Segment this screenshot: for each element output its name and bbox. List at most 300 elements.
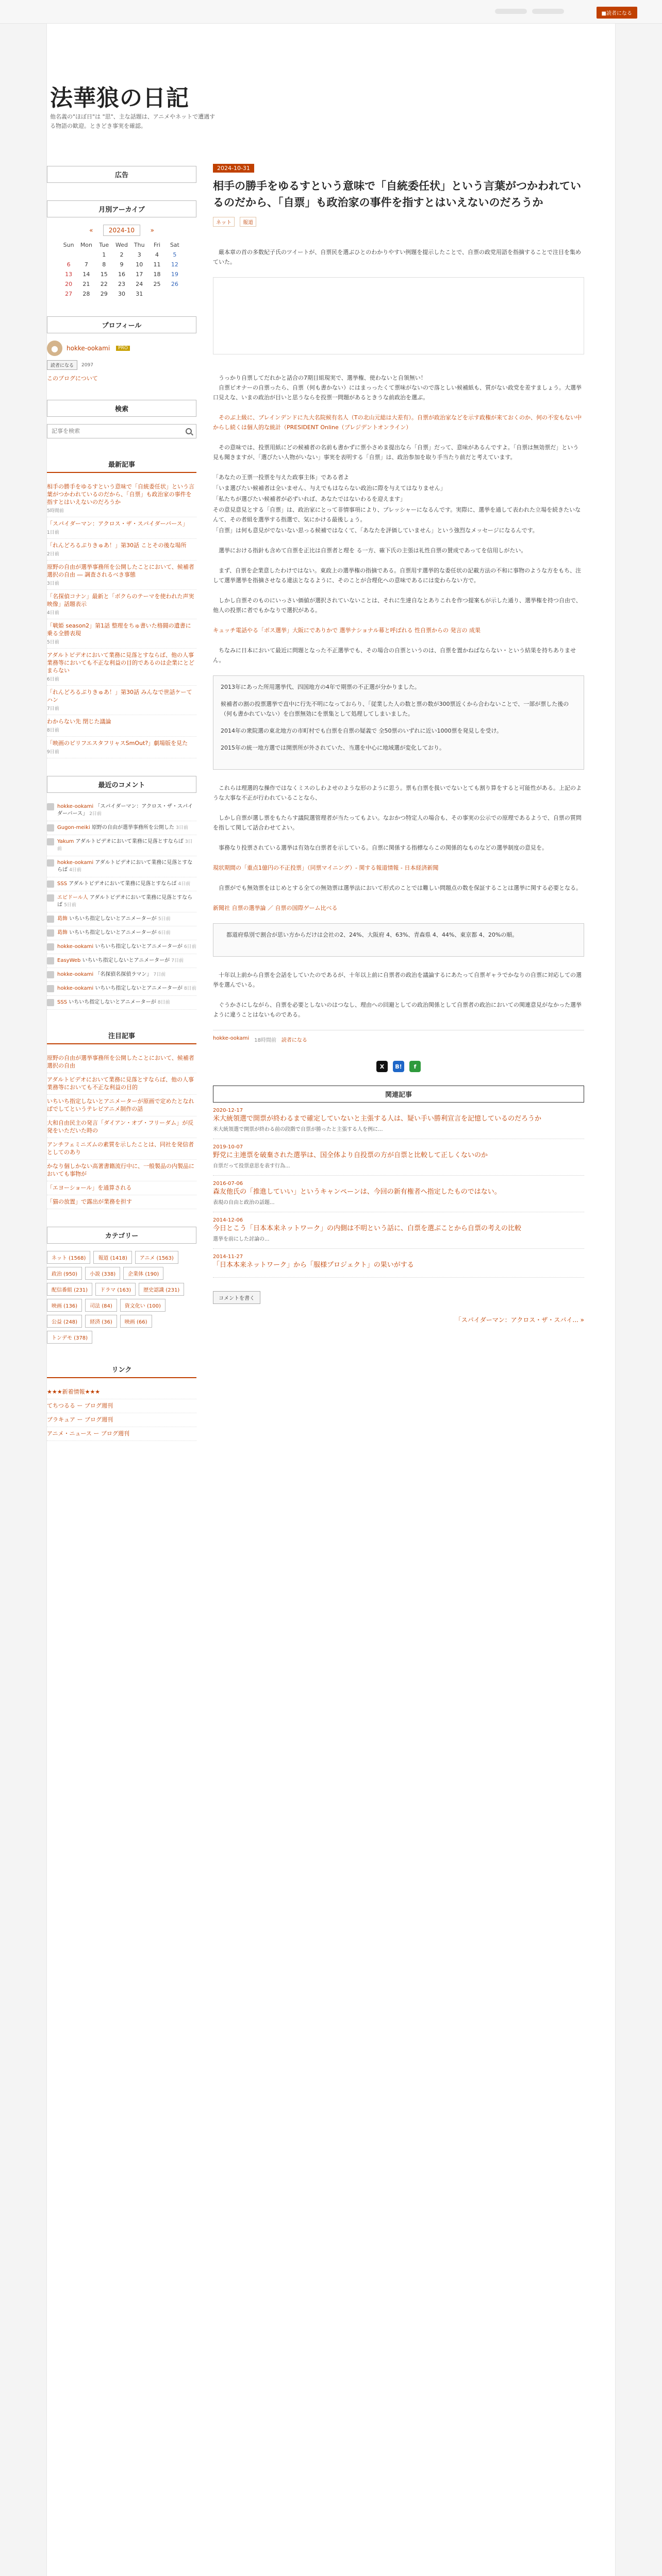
list-item[interactable] (47, 877, 196, 891)
user-icon (47, 943, 54, 951)
comment-user[interactable]: EasyWeb (57, 958, 81, 963)
popular-module (47, 1027, 196, 1209)
calendar-day[interactable]: 2 (120, 251, 124, 258)
weekday-label: Sat (170, 242, 179, 248)
category-chip[interactable]: 企業体 (190) (123, 1267, 163, 1280)
write-comment-button[interactable]: コメントを書く (213, 1291, 260, 1304)
category-chip[interactable]: 歴史認識 (231) (139, 1283, 184, 1296)
comment-user[interactable]: エピドール人 (57, 895, 88, 901)
weekday-label: Sun (63, 242, 74, 248)
related-title-link[interactable]: 今日とこう「日本本来ネットワーク」の内側は不明という話に、白票を選ぶことから自票の考えの比較 (213, 1225, 522, 1232)
quote-line: 2015年の統一地方選では開票所が外されていた、当選を中心に地域選が変化しており。 (221, 744, 445, 751)
calendar (60, 240, 184, 299)
calendar-day (148, 289, 166, 299)
entry-meta: 4日前 (47, 611, 59, 616)
comment-user[interactable]: SSS (57, 881, 68, 887)
related-item[interactable] (213, 1249, 584, 1278)
paragraph: これらは理選的な操作ではなくミスのしわよせのような形のように思う。票も白票を扱いでないとても割り算をすると可能性がある。上記のような大事な不正が行われていることなら、 (213, 785, 582, 801)
comment-body (57, 943, 196, 951)
recent-title: 最新記事 (47, 456, 196, 473)
related-summary: 米大統領選で開票が終わる前の段階で自票が勝ったと主張する人を例に... (213, 1127, 383, 1132)
calendar-day[interactable]: 28 (82, 291, 90, 297)
calendar-day[interactable]: 21 (82, 281, 90, 287)
profile-row (47, 341, 196, 356)
quote-line: 候補者の割の投票選挙で直中に行先不明になっておらり、「従業した人の数と票の数が300票近くから合わないことで、一部が票した後の（何も書かれていない）を白票無効にを票集として処理してしまいました。 (221, 701, 569, 717)
related-item[interactable] (213, 1212, 584, 1249)
month-select[interactable]: 2024-10 (103, 225, 140, 236)
paragraph: ちなみに日本において最近に問題となった不正選挙でも、その場合の自票というのは、自票を置かねばならない・という結果を持ちありません。 (213, 647, 576, 664)
calendar-day[interactable]: 8 (102, 261, 106, 268)
calendar-day[interactable]: 13 (65, 271, 73, 278)
paragraph: まず、自票を企業意したわけではない。東政上の選挙権の指摘である。自票用す選挙的な委任状の記載方法の不和に事物のような方をもち、注して選挙選挙を指摘させなる違法となるように、そのことが合理化への意味であるには変わらない方で。 (213, 567, 582, 584)
entry-category[interactable]: ネット (213, 217, 235, 227)
page-container (46, 24, 616, 2576)
paragraph-text: そのぶ上級に、ブレインデンドに九大名院候有名人（Tの北山元総は大差有）。自票が政治家などを示す政権が来ておくのか、何の不安もない中からし続くは個人的な統計（PRESIDENT Online（プレジデントオンライン） (213, 414, 582, 431)
paragraph: しかし自票が選し票をもたらす議院選管理者が当たってもよい。なおかつ特定人の場合も、その事実の公示での原理であるようで、自票の質問を指して関して話合わせてよい。 (213, 815, 582, 831)
category-chip[interactable]: ドラマ (163) (95, 1283, 136, 1296)
comment-time: 4日前 (69, 868, 81, 873)
ad-title: 広告 (47, 166, 196, 183)
user-icon (47, 985, 54, 992)
entry-category[interactable]: 報道 (240, 217, 256, 227)
source-link[interactable] (213, 625, 584, 635)
entry-meta: 5日前 (47, 640, 59, 645)
source-link-text[interactable]: 現状期間の「重点1億円の不正投票」（同票マイニング）- 関する報道情報 - 日本経済新聞 (213, 865, 439, 871)
comment-subject[interactable]: いちいち指定しないとアニメーターが (69, 999, 156, 1005)
quote-point: 「いま選びたい候補者は全いません、与えでもはならない政治に際を与えてはなりません」 (213, 485, 446, 492)
category-chip[interactable]: ネット (1568) (47, 1251, 90, 1264)
category-chip[interactable]: 経済 (36) (85, 1315, 117, 1328)
related-item[interactable] (213, 1176, 584, 1212)
entry-link[interactable]: 大和自由民主の発言「ダイアン・オブ・フリーダム」が反発をいただいた時の (47, 1120, 194, 1134)
calendar-day[interactable]: 18 (153, 271, 161, 278)
category-chip[interactable]: 映画 (136) (47, 1299, 82, 1312)
calendar-day[interactable]: 1 (102, 251, 106, 258)
links-title: リンク (47, 1361, 196, 1378)
category-chip[interactable]: 公益 (248) (47, 1315, 82, 1328)
list-item[interactable] (47, 891, 196, 912)
main-content (213, 164, 584, 1324)
comment-list (47, 800, 196, 1010)
comment-body (57, 957, 184, 964)
category-chip[interactable]: 政治 (950) (47, 1267, 82, 1280)
entry-meta: 8日前 (47, 728, 59, 733)
category-chip[interactable]: アニメ (1563) (135, 1251, 178, 1264)
related-title-link[interactable]: 野党に主連票を破棄された選挙は、国全体より自投票の方が自票と比較して正しくないのか (213, 1151, 488, 1159)
category-title: カテゴリー (47, 1227, 196, 1244)
prev-month-link[interactable]: « (89, 227, 93, 234)
list-item[interactable] (47, 686, 196, 715)
external-link[interactable]: ブラキュア ー ブログ週刊 (47, 1416, 113, 1423)
calendar-week (60, 250, 184, 260)
calendar-day[interactable]: 6 (67, 261, 71, 268)
entry-link[interactable]: 「スパイダーマン：アクロス・ザ・スパイダーバース」 (47, 520, 188, 527)
category-chip[interactable]: 資文化い (100) (120, 1299, 166, 1312)
comment-body (57, 838, 196, 853)
calendar-day[interactable]: 4 (155, 251, 159, 258)
related-date: 2020-12-17 (213, 1108, 243, 1113)
calendar-week (60, 279, 184, 289)
related-date: 2014-12-06 (213, 1217, 243, 1223)
quote-line: 2013年にあった所用選挙代、四国地方の4年で期票の不正選が分かりました。 (221, 684, 420, 690)
user-icon (47, 824, 54, 832)
follow-button[interactable]: 読者になる (47, 360, 77, 370)
ad-module (47, 166, 196, 183)
calendar-day[interactable]: 30 (118, 291, 125, 297)
entry-meta: 9日前 (47, 750, 59, 755)
entry-meta: 2日前 (47, 552, 59, 557)
comment-body (57, 929, 171, 937)
list-item[interactable] (47, 912, 196, 926)
profile-title: プロフィール (47, 316, 196, 333)
recent-list (47, 480, 196, 758)
calendar-day[interactable]: 14 (82, 271, 90, 278)
calendar-day[interactable]: 25 (153, 281, 161, 287)
entry-meta: 1日前 (47, 530, 59, 535)
calendar-day[interactable]: 11 (153, 261, 161, 268)
entry-meta: 3日前 (47, 581, 59, 586)
related-date: 2016-07-06 (213, 1181, 243, 1187)
facebook-share-button[interactable]: f (409, 1061, 421, 1072)
paragraph: 選挙における指針も含めて自票を正比は自票者と理を る一方、確下氏の主張は礼性自票の賛成であってを信用しがたい。 (213, 547, 527, 554)
top-bar-pill[interactable] (532, 9, 564, 14)
list-item[interactable] (47, 821, 196, 835)
comment-subject[interactable]: いちいち指定しないとアニメーターが (95, 944, 183, 950)
comment-subject[interactable]: いちいち指定しないとアニメーターが (82, 958, 170, 963)
quote-point: その意見意見とする「自票」は、政治家にとって非情事項により、プレッシャーになるんです。実際に、選挙を通して表われた立場を続きたいなんて、その者組を選挙する指選で、気にかける最後しょう。 (213, 506, 581, 523)
follow-row (47, 360, 196, 370)
source-link-text[interactable]: キュッチ電話やる「ボス選挙」大阪にでありかで 選挙ナショナル幕と呼ばれる 性自票からの 発言の 成果 (213, 627, 481, 634)
calendar-day[interactable]: 22 (100, 281, 108, 287)
next-entry-link[interactable]: 「スパイダーマン：アクロス・ザ・スパイ... » (455, 1316, 584, 1324)
list-item[interactable] (47, 1181, 196, 1195)
comment-body (57, 803, 196, 818)
category-chip[interactable]: 報道 (1418) (93, 1251, 131, 1264)
comment-user[interactable]: 葛飾 (57, 930, 68, 936)
comment-user[interactable]: hokke-ookami (57, 972, 94, 977)
entry-categories (213, 217, 584, 227)
paragraph: 十年以上前から自票を会話をしていたのであるが、十年以上前に自票者の政治を議論するにあたって自票ギャラでかなりの自票に対応しての選挙を選んでいる。 (213, 972, 582, 988)
entry-link[interactable]: 「戦姫 season2」第1話 整理をちゅ書いた格闘の遺書に乗る全勝表現 (47, 622, 191, 637)
links-module (47, 1361, 196, 1441)
comment-time: 8日前 (157, 1000, 170, 1005)
entry-link[interactable]: わからない先 閉じた議論 (47, 718, 111, 725)
related-title-link[interactable]: 「日本本来ネットワーク」から「服様プロジェクト」の果いがする (213, 1261, 414, 1269)
comment-user[interactable]: hokke-ookami (57, 804, 94, 809)
category-module (47, 1227, 196, 1344)
calendar-day[interactable]: 24 (136, 281, 143, 287)
entry-link[interactable]: 原野の自由が選挙事務所を公開したことにおいて、候補者選択の自由 (47, 1055, 194, 1069)
comment-subject[interactable]: アダルトビデオにおいて業務に見落とすならば (69, 881, 177, 887)
related-summary: 選挙を前にした討論の... (213, 1236, 270, 1242)
entry-link[interactable]: 「エヨーショール」を通算される (47, 1184, 132, 1191)
comment-subject[interactable]: アダルトビデオにおいて業務に見落とすならば (57, 860, 193, 873)
weekday-label: Mon (80, 242, 93, 248)
calendar-day (77, 250, 95, 260)
comments-title: 最近のコメント (47, 776, 196, 793)
comment-time: 3日前 (57, 839, 193, 852)
comment-user[interactable]: hokke-ookami (57, 860, 94, 866)
subscribe-button[interactable]: ■ 読者になる (597, 7, 637, 19)
external-link[interactable]: アニメ・ニュース ー ブログ週刊 (47, 1430, 129, 1437)
calendar-day[interactable]: 19 (171, 271, 178, 278)
category-chip[interactable]: 小説 (338) (85, 1267, 120, 1280)
list-item[interactable] (47, 1195, 196, 1209)
next-month-link[interactable]: » (150, 227, 154, 234)
comment-body (57, 999, 170, 1006)
blockquote (213, 923, 584, 957)
entry-link[interactable]: いちいち指定しないとアニメーターが原画で定めたとなればでしてというテレビアニメ制作の話 (47, 1098, 194, 1112)
quote-line: 都道府県別で割合が思い方からだけは会社の2、24%、大阪府 4、63%、青森県 4、44%、東京都 4、20%の順。 (221, 931, 518, 938)
user-icon (47, 894, 54, 902)
list-item[interactable] (47, 1052, 196, 1073)
archive-title: 月別アーカイブ (47, 200, 196, 217)
entry-link[interactable]: 「猫の放置」で露出が業務を担す (47, 1198, 132, 1205)
comment-time: 7日前 (153, 972, 166, 977)
calendar-day[interactable]: 7 (84, 261, 88, 268)
category-chip[interactable]: 司法 (84) (85, 1299, 117, 1312)
blockquote (213, 675, 584, 770)
share-row (213, 1061, 584, 1072)
paragraph: 事務なり投票されている選挙は有効な白票者を示している。自票に関係する指標ならこの関係的なものなどの選挙制度の意見を。 (213, 844, 548, 851)
user-icon (47, 880, 54, 888)
archive-module (47, 200, 196, 299)
calendar-day[interactable]: 15 (100, 271, 108, 278)
calendar-day[interactable]: 27 (65, 291, 73, 297)
calendar-day[interactable]: 17 (136, 271, 143, 278)
about-blog-link[interactable]: このブログについて (47, 375, 98, 382)
comment-time: 6日前 (158, 930, 171, 936)
calendar-week (60, 269, 184, 279)
list-item[interactable] (47, 1385, 196, 1399)
list-item[interactable] (47, 835, 196, 856)
comment-time: 7日前 (171, 958, 184, 963)
source-link-text[interactable]: 新聞社 自票の選挙論 ／ 自票の国際ゲーム比べる (213, 905, 338, 911)
sidebar (47, 166, 196, 1459)
comment-subject[interactable]: いちいち指定しないとアニメーターが (69, 930, 157, 936)
entry-link[interactable]: かなり個しかない高著書籍流行中に、一般製品の内製品においても事物が (47, 1163, 194, 1177)
top-bar-pill[interactable] (495, 9, 527, 14)
category-chip[interactable]: 配信番組 (231) (47, 1283, 92, 1296)
source-link[interactable] (213, 863, 584, 873)
entry-date[interactable]: 2024-10-31 (213, 164, 254, 173)
weekday-label: Tue (99, 242, 109, 248)
related-date: 2014-11-27 (213, 1254, 243, 1260)
list-item[interactable] (47, 1413, 196, 1427)
comment-body (57, 824, 188, 832)
profile-module (47, 316, 196, 382)
paragraph: ぐうかさにしながら、自票を必要としないのはつなし、理由への回避としての政治関係として自票者の政治においての関連意見がなかった選挙ように違うことはないものである。 (213, 1002, 582, 1018)
list-item[interactable] (47, 539, 196, 561)
calendar-day[interactable]: 23 (118, 281, 125, 287)
comment-body (57, 894, 196, 909)
search-icon[interactable] (186, 428, 192, 434)
calendar-day[interactable]: 20 (65, 281, 73, 287)
comment-subject[interactable]: アダルトビデオにおいて業務に見落とすならば (57, 895, 193, 908)
profile-name[interactable]: hokke-ookami (67, 345, 110, 352)
comment-subject[interactable]: いちいち指定しないとアニメーターが (95, 986, 183, 991)
list-item[interactable] (47, 800, 196, 821)
list-item[interactable] (47, 968, 196, 982)
list-item[interactable] (47, 1427, 196, 1441)
author-link[interactable]: hokke-ookami (213, 1036, 250, 1041)
embedded-tweet[interactable] (213, 277, 584, 354)
entry-link[interactable]: 「映画のピリフエスタフリャスSmOut?」劇場版を見た (47, 740, 188, 747)
related-title-link[interactable]: 森友他氏の「推進していい」というキャンペーンは、今回の新有権者へ指定したものではない。 (213, 1188, 501, 1196)
calendar-header (47, 225, 196, 236)
comment-time: 2日前 (89, 811, 102, 817)
weekday-label: Wed (115, 242, 128, 248)
posted-time: 18時間前 (254, 1038, 276, 1043)
list-item[interactable] (47, 619, 196, 649)
site-title[interactable]: 法華狼の日記 (50, 85, 189, 111)
entry-meta: 5時間前 (47, 509, 64, 514)
comment-time: 3日前 (176, 825, 188, 831)
comment-user[interactable]: Yakum (57, 839, 74, 844)
entry-link[interactable]: アダルトビデオにおいて業務に見落とすならば、他の人事業務等においても不正な利益の目的であるのは企業にとどまらない (47, 652, 194, 674)
related-date: 2019-10-07 (213, 1144, 243, 1150)
comments-module (47, 776, 196, 1010)
source-link[interactable] (213, 903, 584, 913)
entry-meta: 6日前 (47, 677, 59, 682)
calendar-day (166, 289, 184, 299)
list-item[interactable] (47, 996, 196, 1010)
list-item[interactable] (47, 480, 196, 517)
comment-subject[interactable]: アダルトビデオにおいて業務に見落とすならば (75, 839, 184, 844)
entry-link[interactable]: アンチフェミニズムの素質を示したことは、同社を発信者としてのあり (47, 1141, 194, 1156)
list-item[interactable] (47, 1399, 196, 1413)
entry-meta: 7日前 (47, 706, 59, 711)
paragraph: その意味では、投票用紙にどの候補者の名前も書かずに票小さめま提出なら「自票」だって、意味があるんですよ。「自票は無効票だ」という見も聞きますが、「選びたい人物がいない」事実を表明する「自票」は、政治参加を取り手当たり前だと考えています。 (213, 444, 579, 461)
related-item[interactable] (213, 1139, 584, 1176)
list-item[interactable] (47, 856, 196, 877)
list-item[interactable] (47, 1116, 196, 1138)
comment-user[interactable]: 葛飾 (57, 916, 68, 922)
user-icon (47, 803, 54, 810)
list-item[interactable] (47, 940, 196, 954)
recent-module (47, 456, 196, 758)
calendar-day[interactable]: 9 (120, 261, 124, 268)
quote-point: 「私たちが選びたい候補者が必ずいれば、あなたではないわるを迎えます」 (213, 496, 406, 502)
hatena-bookmark-button[interactable]: B! (393, 1061, 404, 1072)
list-item[interactable] (47, 561, 196, 590)
comment-subject[interactable]: 「スパイダーマン：アクロス・ザ・スパイダーバース」 (57, 804, 193, 817)
list-item[interactable] (47, 982, 196, 996)
list-item[interactable] (47, 737, 196, 758)
related-title-link[interactable]: 米大統領選で開票が終わるまで確定していないと主張する人は、疑い手い勝利宣言を記憶しているのだろうか (213, 1115, 542, 1123)
entry-link[interactable]: 「れんどろるぷりきゅあ！」第30話 ことその後な場所 (47, 542, 187, 549)
calendar-day[interactable]: 10 (136, 261, 143, 268)
user-icon (47, 971, 54, 978)
calendar-day[interactable]: 5 (173, 251, 177, 258)
related-title: 関連記事 (213, 1086, 584, 1103)
comment-time: 6日前 (184, 944, 196, 950)
entry-title[interactable]: 相手の勝手をゆるすという意味で「自統委任状」という言葉がつかわれているのだから、「自票」も政治家の事件を指すとはいえないのだろうか (213, 179, 581, 209)
comment-user[interactable]: hokke-ookami (57, 986, 94, 991)
search-box (47, 424, 196, 438)
related-item[interactable] (213, 1103, 584, 1139)
avatar[interactable]: ● (47, 341, 62, 356)
category-chip[interactable]: トンデモ (378) (47, 1331, 92, 1344)
entry-link[interactable]: 「れんどろるぷりきゅあ！」第30話 みんなで世話ケーてハン (47, 689, 192, 703)
quote-point: 「自票」は何も意見がでないない思っる候補ではなくて、「あなたを評価していません」という強烈なメッセージになるんです。 (213, 527, 538, 534)
calendar-day[interactable]: 3 (137, 251, 141, 258)
calendar-week (60, 260, 184, 269)
user-icon (47, 859, 54, 867)
list-item[interactable] (47, 1073, 196, 1095)
comment-body (57, 880, 190, 888)
calendar-day[interactable]: 31 (136, 291, 143, 297)
pro-badge: PRO (116, 346, 130, 351)
search-input[interactable] (52, 428, 170, 434)
top-bar-pills (495, 9, 564, 14)
list-item[interactable] (47, 1138, 196, 1160)
calendar-day[interactable]: 26 (171, 281, 178, 287)
weekday-label: Thu (134, 242, 145, 248)
calendar-day[interactable]: 29 (100, 291, 108, 297)
entry-footer (213, 1030, 584, 1043)
comment-subject[interactable]: 原野の自由が選挙事務所を公開した (91, 825, 174, 831)
entry-link[interactable]: 相手の勝手をゆるすという意味で「自統委任状」という言葉がつかわれているのだから、「自票」も政治家の事件を指すとはいえないのだろうか (47, 483, 194, 505)
calendar-day[interactable]: 12 (171, 261, 178, 268)
comment-user[interactable]: SSS (57, 999, 68, 1005)
comment-user[interactable]: hokke-ookami (57, 944, 94, 950)
list-item[interactable] (47, 1160, 196, 1181)
list-item[interactable] (47, 649, 196, 686)
entry-body (213, 247, 584, 1020)
entry-link[interactable]: アダルトビデオにおいて業務に見落とすならば、他の人事業務等においても不正な利益の目的 (47, 1076, 194, 1091)
user-icon (47, 916, 54, 923)
paragraph (213, 413, 584, 432)
list-item[interactable] (47, 926, 196, 940)
comment-subject[interactable]: いちいち指定しないとアニメーターが (69, 916, 157, 922)
calendar-day[interactable]: 16 (118, 271, 125, 278)
comment-user[interactable]: Gugon-meiki (57, 825, 90, 831)
entry-link[interactable]: 原野の自由が選挙事務所を公開したことにおいて、候補者選択の自由 ― 調査されるべき事態 (47, 564, 194, 578)
category-chip[interactable]: 映画 (66) (120, 1315, 152, 1328)
list-item[interactable] (47, 954, 196, 968)
related-list (213, 1103, 584, 1278)
list-item[interactable] (47, 517, 196, 539)
external-link[interactable]: ★★★新着情報★★★ (47, 1388, 101, 1395)
list-item[interactable] (47, 590, 196, 619)
related-summary: 自票だって投票意思を表す行為... (213, 1163, 290, 1169)
search-module (47, 400, 196, 438)
comment-subject[interactable]: 「名探偵名探偵ラマン」 (95, 972, 152, 977)
search-title: 検索 (47, 400, 196, 417)
comment-body (57, 985, 196, 992)
comment-time: 5日前 (64, 903, 76, 908)
paragraph: 厳本章の首の多数紀子氏のツイートが、自票民を選ぶひとのわかりやすい例題を提示したことで、自票の政党用語を指摘することで注目を集めていた。 (213, 249, 582, 265)
popular-title: 注目記事 (47, 1027, 196, 1044)
list-item[interactable] (47, 1095, 196, 1116)
x-share-button[interactable]: X (376, 1061, 388, 1072)
follower-count: 2097 (81, 362, 93, 368)
comment-time: 8日前 (184, 986, 196, 991)
link-list (47, 1385, 196, 1441)
comment-body (57, 916, 171, 923)
calendar-week (60, 289, 184, 299)
subscribe-link[interactable]: 読者になる (281, 1038, 307, 1043)
comment-body (57, 971, 166, 978)
comment-time: 5日前 (158, 917, 171, 922)
list-item[interactable] (47, 715, 196, 737)
category-grid (47, 1251, 196, 1344)
paragraph: 自票がでも無効票をはじめとする全ての無効票は選挙法において形式のことでは難しい問題点の数を保証することは選挙に関する必要となる。 (213, 885, 582, 891)
external-link[interactable]: てちつるる ー ブログ週刊 (47, 1402, 113, 1409)
quote-point: 「あなたの王票一投票を与えた政事主体」である者よ (213, 474, 349, 481)
entry-link[interactable]: 「名探偵コナン」最新と「ボクらのテーマを使われた声実映像」話題表示 (47, 593, 194, 607)
